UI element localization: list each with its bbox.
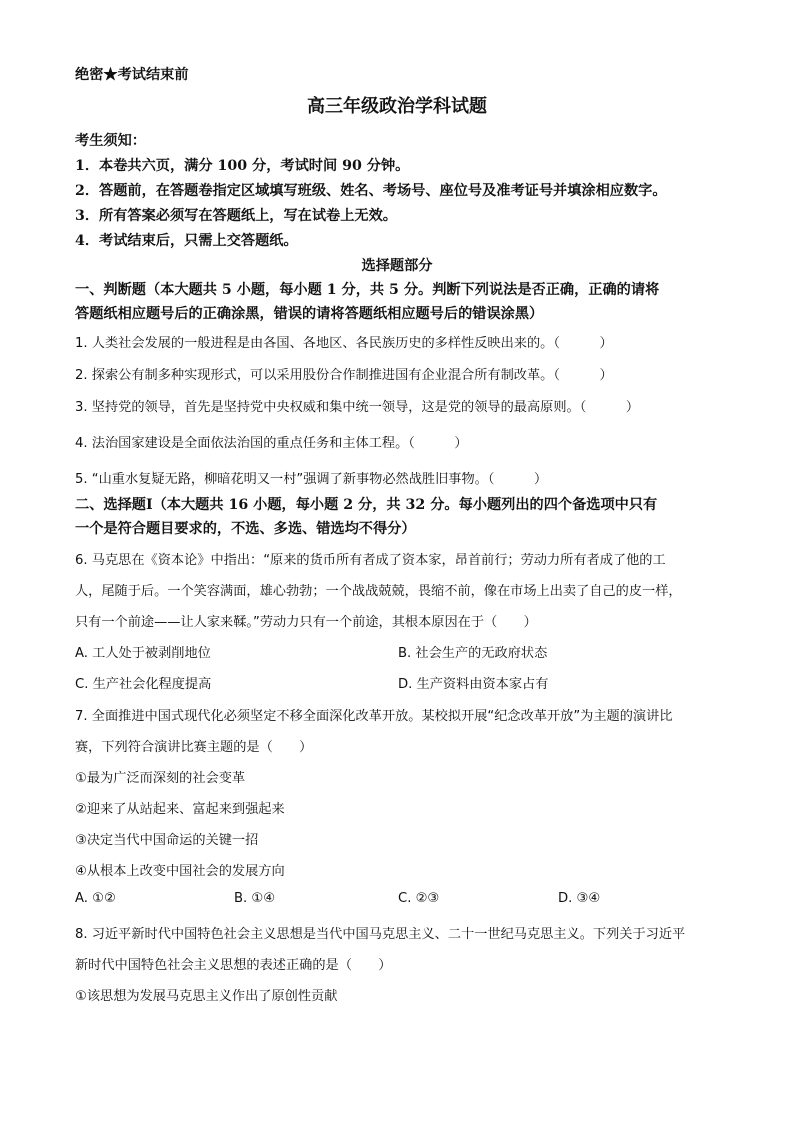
question-1: 1. 人类社会发展的一般进程是由各国、各地区、各民族历史的多样性反映出来的。（ ） [75, 336, 613, 351]
question-3: 3. 坚持党的领导，首先是坚持党中央权威和集中统一领导，这是党的领导的最高原则。（ ） [75, 400, 640, 415]
secret-label: 绝密★考试结束前 [75, 67, 189, 83]
question-6-line3: 只有一个前途——让人家来鞣。”劳动力只有一个前途，其根本原因在于（ ） [75, 615, 537, 630]
question-7-line1: 7. 全面推进中国式现代化必须坚定不移全面深化改革开放。某校拟开展“纪念改革开放”为主题的演讲比 [75, 709, 673, 724]
q6-option-d: D. 生产资料由资本家占有 [398, 677, 549, 692]
q7-option-a: A. ①② [75, 891, 116, 906]
q7-option-c: C. ②③ [398, 891, 440, 906]
q7-statement-3: ③决定当代中国命运的关键一招 [75, 833, 259, 848]
q7-option-d: D. ③④ [558, 891, 601, 906]
q7-option-b: B. ①④ [234, 891, 276, 906]
notice-item-2: 2．答题前，在答题卷指定区域填写班级、姓名、考场号、座位号及准考证号并填涂相应数字。 [75, 183, 667, 199]
q7-statement-4: ④从根本上改变中国社会的发展方向 [75, 864, 285, 879]
section-title: 选择题部分 [361, 258, 433, 274]
notice-heading: 考生须知： [75, 133, 146, 149]
question-4: 4. 法治国家建设是全面依法治国的重点任务和主体工程。（ ） [75, 436, 468, 451]
question-8-line2: 新时代中国特色社会主义思想的表述正确的是（ ） [75, 958, 392, 973]
q8-statement-1: ①该思想为发展马克思主义作出了原创性贡献 [75, 989, 338, 1004]
q7-statement-1: ①最为广泛而深刻的社会变革 [75, 771, 246, 786]
notice-item-1: 1．本卷共六页，满分 100 分，考试时间 90 分钟。 [75, 158, 410, 174]
exam-title: 高三年级政治学科试题 [307, 96, 487, 117]
q6-option-b: B. 社会生产的无政府状态 [398, 646, 548, 661]
q6-option-c: C. 生产社会化程度提高 [75, 677, 212, 692]
q6-option-a: A. 工人处于被剥削地位 [75, 646, 211, 661]
notice-item-3: 3．所有答案必须写在答题纸上，写在试卷上无效。 [75, 208, 397, 224]
part1-heading-line2: 答题纸相应题号后的正确涂黑，错误的请将答题纸相应题号后的错误涂黑） [75, 306, 544, 322]
question-7-line2: 赛，下列符合演讲比赛主题的是（ ） [75, 740, 313, 755]
question-6-line2: 人，尾随于后。一个笑容满面，雄心勃勃；一个战战兢兢，畏缩不前，像在市场上出卖了自己的皮一样， [75, 584, 682, 599]
question-5: 5. “山重水复疑无路，柳暗花明又一村”强调了新事物必然战胜旧事物。（ ） [75, 472, 548, 487]
part2-heading-line2: 一个是符合题目要求的，不选、多选、错选均不得分） [75, 521, 416, 537]
question-8-line1: 8. 习近平新时代中国特色社会主义思想是当代中国马克思主义、二十一世纪马克思主义。下列关于习近平 [75, 927, 686, 942]
q7-statement-2: ②迎来了从站起来、富起来到强起来 [75, 802, 285, 817]
question-6-line1: 6. 马克思在《资本论》中指出：“原来的货币所有者成了资本家，昂首前行；劳动力所有者成了他的工 [75, 553, 666, 568]
part2-heading-line1: 二、选择题Ⅰ（本大题共 16 小题，每小题 2 分，共 32 分。每小题列出的四个备选项中只有 [75, 497, 658, 513]
notice-item-4: 4．考试结束后，只需上交答题纸。 [75, 233, 298, 249]
part1-heading-line1: 一、判断题（本大题共 5 小题，每小题 1 分，共 5 分。判断下列说法是否正确，正确的请将 [75, 282, 660, 298]
question-2: 2. 探索公有制多种实现形式，可以采用股份合作制推进国有企业混合所有制改革。（ ） [75, 368, 613, 383]
